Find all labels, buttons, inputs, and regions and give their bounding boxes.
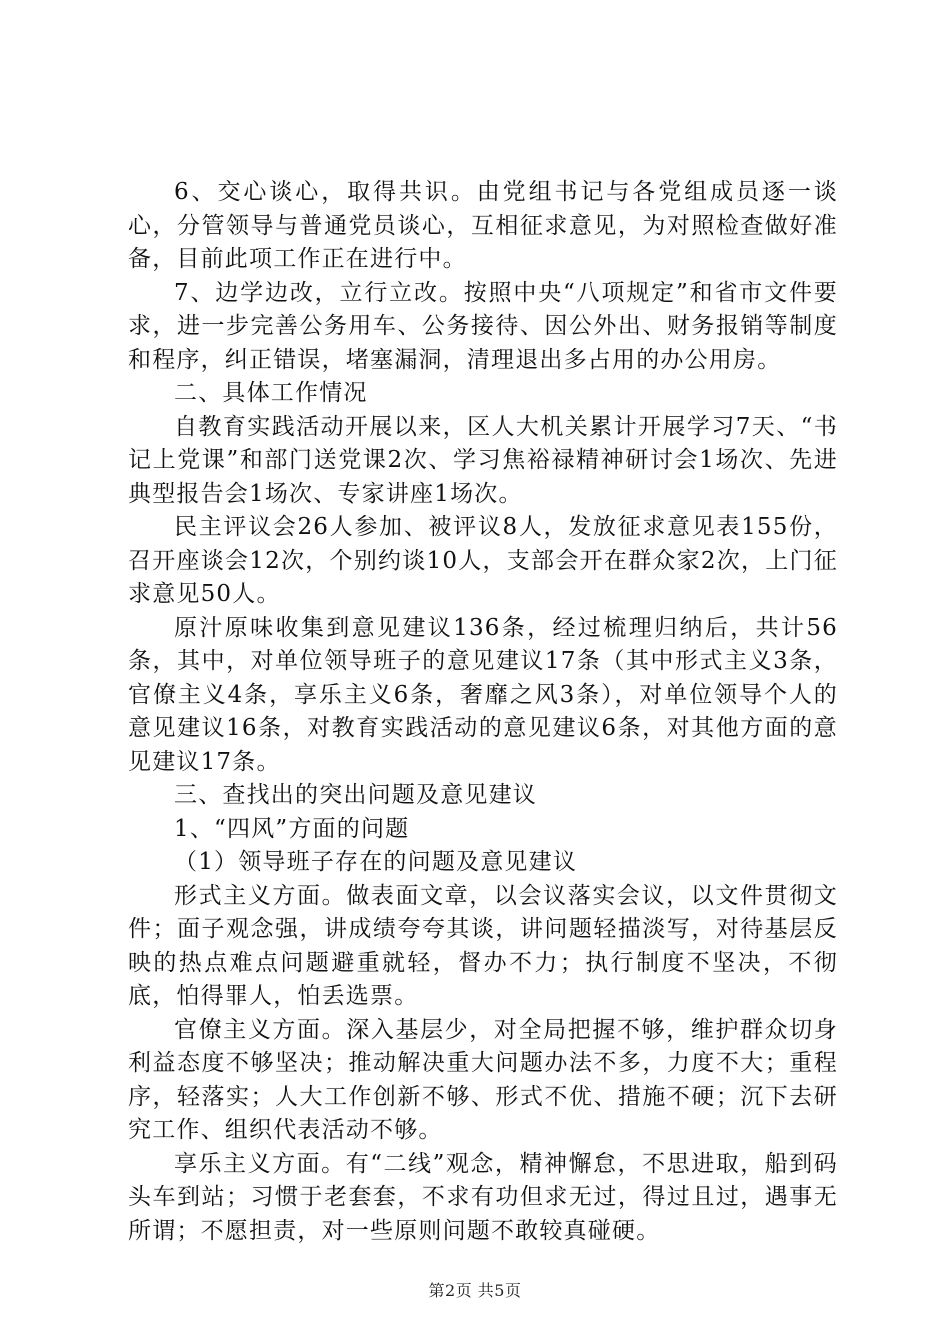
paragraph-bureaucratism: 官僚主义方面。深入基层少，对全局把握不够，维护群众切身利益态度不够坚决；推动解决重大问题办法不多，力度不大；重程序，轻落实；人大工作创新不够、形式不优、措施不硬；沉下去研究工作、组织代表活动不够。	[128, 1016, 838, 1143]
document-body	[128, 176, 838, 1248]
paragraph-democratic-review: 民主评议会26人参加、被评议8人，发放征求意见表155份，召开座谈会12次，个别约谈10人，支部会开在群众家2次，上门征求意见50人。	[128, 514, 838, 607]
subsection-heading-1-1: （1）领导班子存在的问题及意见建议	[174, 849, 578, 875]
paragraph-opinions-collected: 原汁原味收集到意见建议136条，经过梳理归纳后，共计56条，其中，对单位领导班子的意见建议17条（其中形式主义3条，官僚主义4条，享乐主义6条，奢靡之风3条），对单位领导个人的意见建议16条，对教育实践活动的意见建议6条，对其他方面的意见建议17条。	[128, 614, 838, 775]
paragraph-activity-summary: 自教育实践活动开展以来，区人大机关累计开展学习7天、“书记上党课”和部门送党课2次、学习焦裕禄精神研讨会1场次、先进典型报告会1场次、专家讲座1场次。	[128, 413, 838, 507]
page-footer: 第2页 共5页	[428, 1281, 522, 1300]
section-heading-2: 二、具体工作情况	[174, 380, 368, 406]
paragraph-item-7: 7、边学边改，立行立改。按照中央“八项规定”和省市文件要求，进一步完善公务用车、公务接待、因公外出、财务报销等制度和程序，纠正错误，堵塞漏洞，清理退出多占用的办公用房。	[128, 279, 838, 373]
paragraph-item-6: 6、交心谈心，取得共识。由党组书记与各党组成员逐一谈心，分管领导与普通党员谈心，互相征求意见，为对照检查做好准备，目前此项工作正在进行中。	[128, 179, 838, 272]
subsection-heading-1: 1、“四风”方面的问题	[174, 815, 410, 842]
paragraph-formalism: 形式主义方面。做表面文章，以会议落实会议，以文件贯彻文件；面子观念强，讲成绩夸夸其谈，讲问题轻描淡写，对待基层反映的热点难点问题避重就轻，督办不力；执行制度不坚决，不彻底，怕得罪人，怕丢选票。	[128, 882, 838, 1009]
section-heading-3: 三、查找出的突出问题及意见建议	[174, 782, 537, 808]
paragraph-hedonism: 享乐主义方面。有“二线”观念，精神懈怠，不思进取，船到码头车到站；习惯于老套套，不求有功但求无过，得过且过，遇事无所谓；不愿担责，对一些原则问题不敢较真碰硬。	[128, 1150, 838, 1244]
